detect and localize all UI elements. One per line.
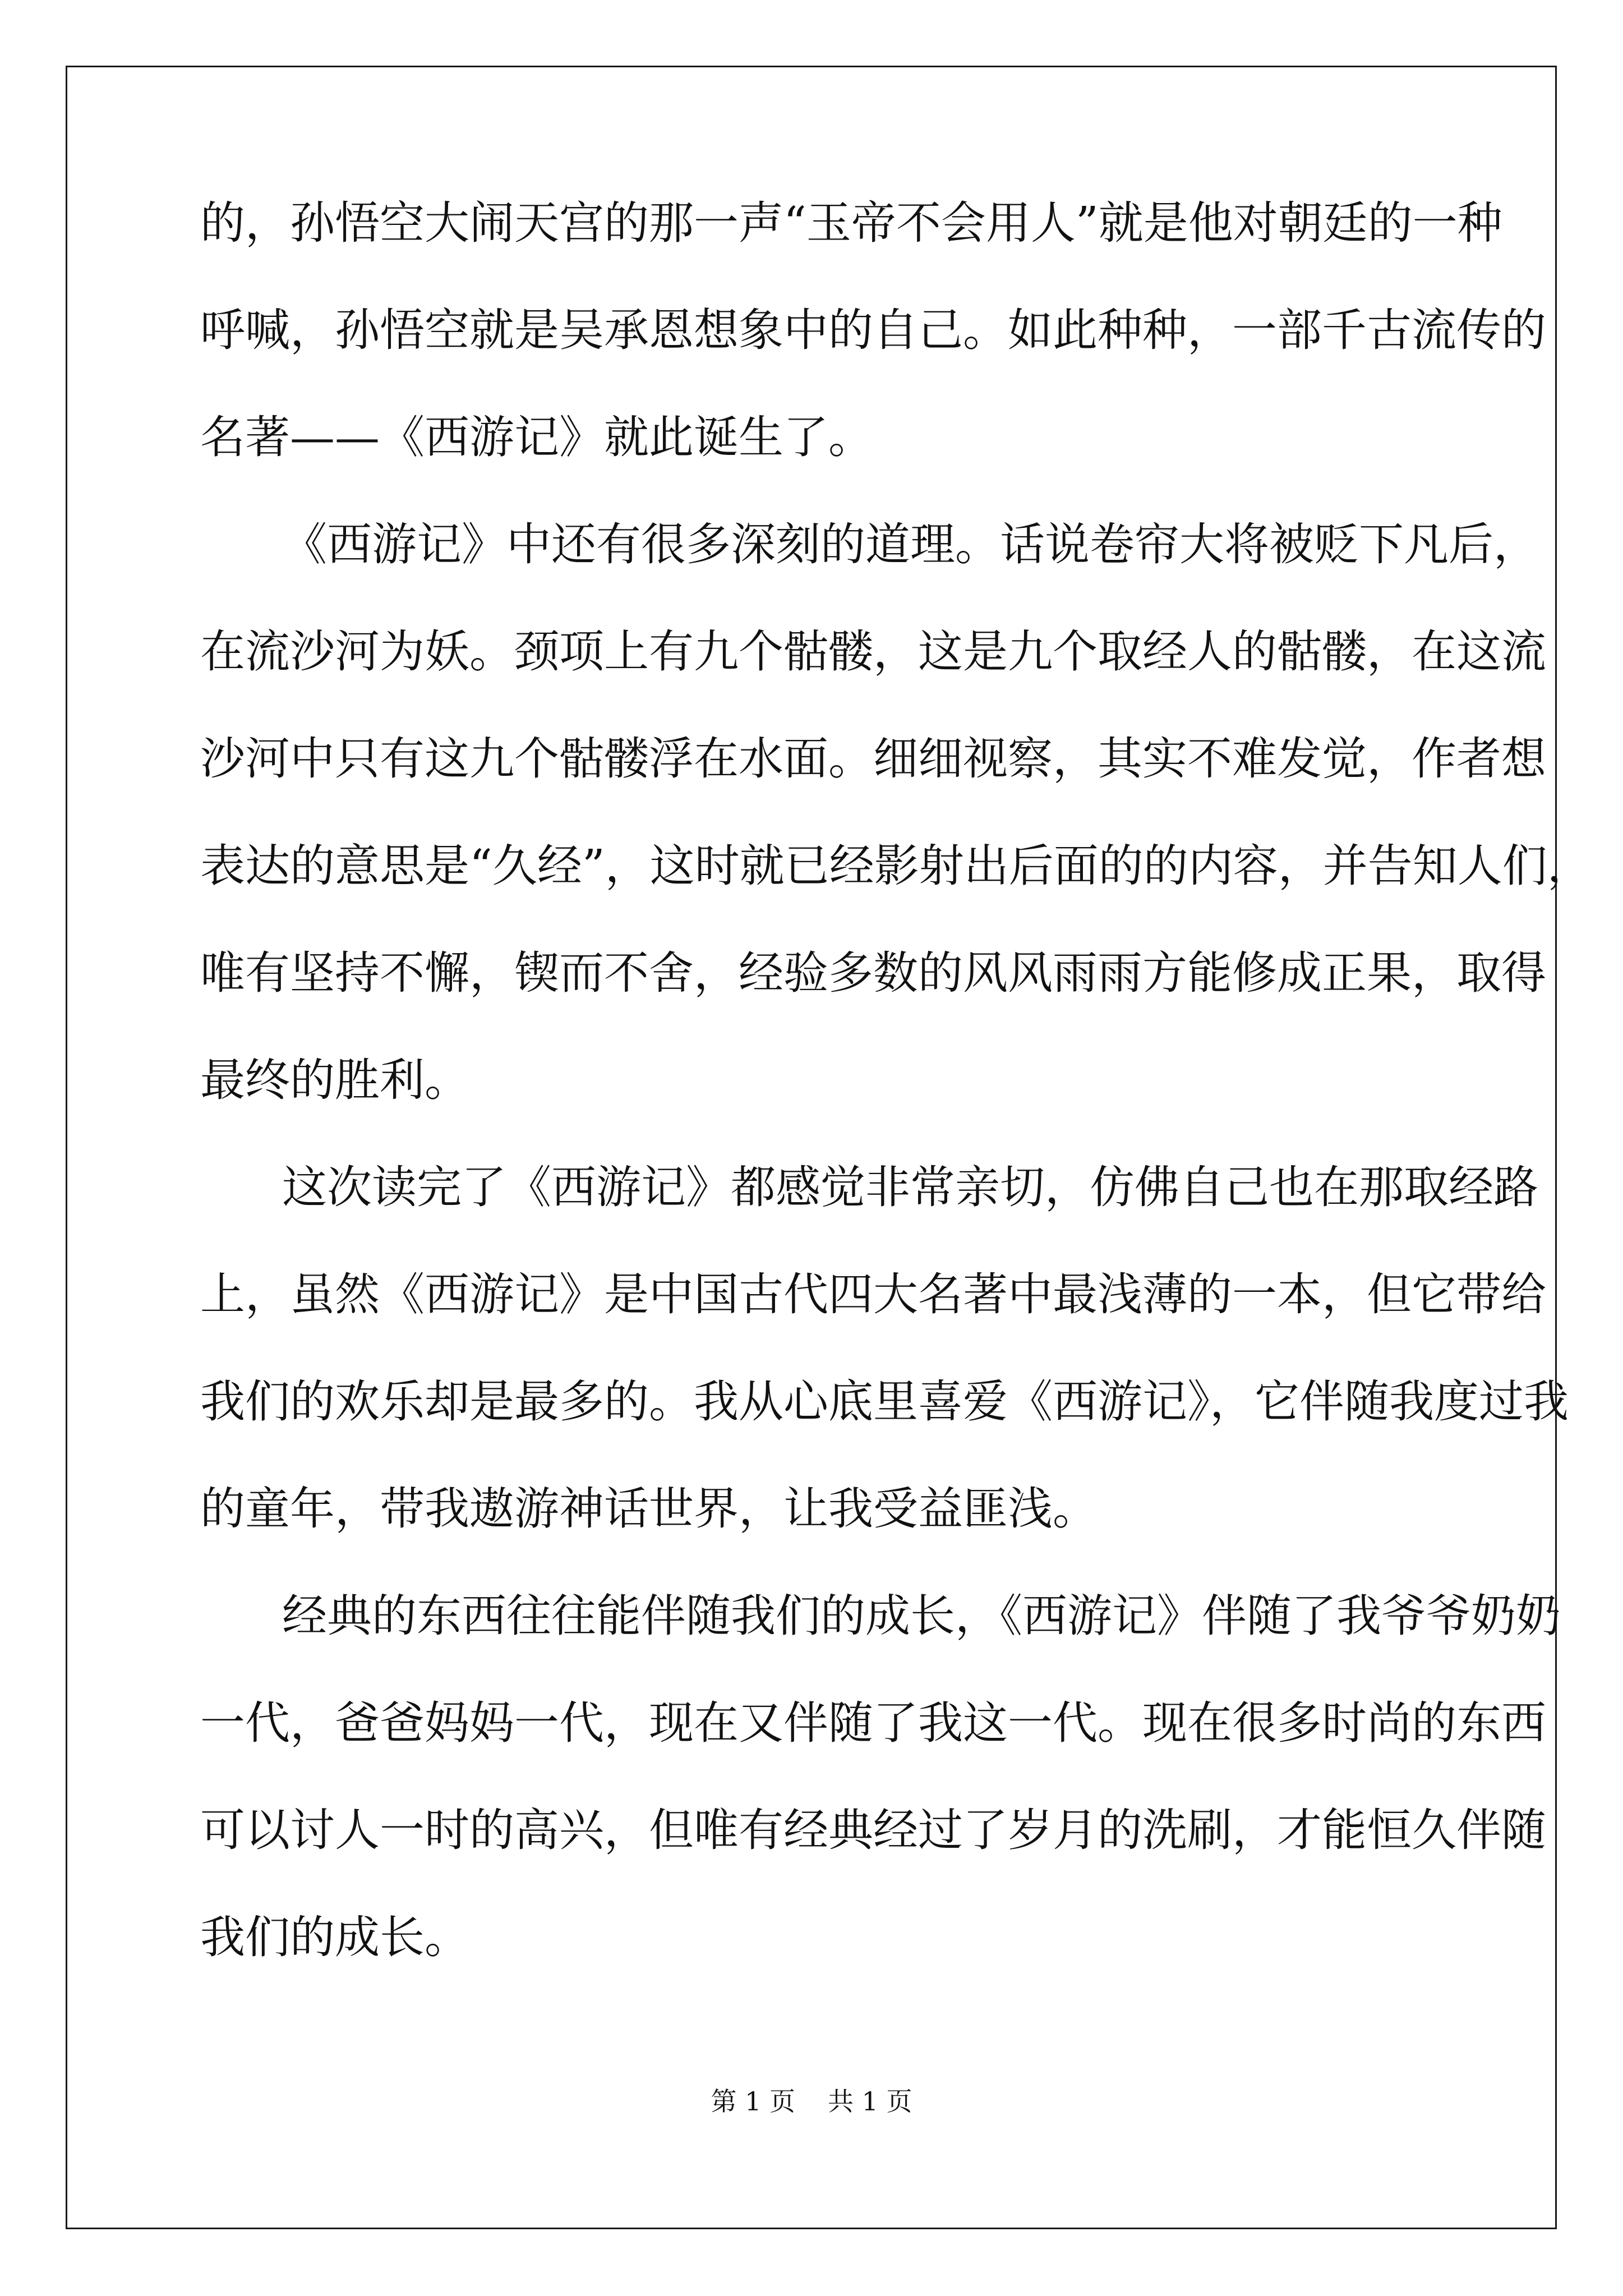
page-footer	[0, 2086, 1623, 2117]
text-line: 上，虽然《西游记》是中国古代四大名著中最浅薄的一本，但它带给	[200, 1268, 1546, 1320]
text-line: 的童年，带我遨游神话世界，让我受益匪浅。	[200, 1483, 1098, 1535]
document-body	[200, 196, 1592, 2018]
text-line: 一代，爸爸妈妈一代，现在又伴随了我这一代。现在很多时尚的东西	[200, 1697, 1546, 1749]
text-line: 名著——《西游记》就此诞生了。	[200, 411, 873, 463]
text-line: 表达的意思是“久经”，这时就已经影射出后面的的内容，并告知人们，	[200, 840, 1592, 892]
text-line: 经典的东西往往能伴随我们的成长，《西游记》伴随了我爷爷奶奶	[282, 1590, 1561, 1642]
text-line: 唯有坚持不懈，锲而不舍，经验多数的风风雨雨方能修成正果，取得	[200, 947, 1546, 999]
page-number: 第 1 页	[711, 2086, 795, 2116]
text-line: 《西游记》中还有很多深刻的道理。话说卷帘大将被贬下凡后，	[282, 518, 1538, 570]
text-line: 可以讨人一时的高兴，但唯有经典经过了岁月的洗刷，才能恒久伴随	[200, 1804, 1546, 1856]
text-line: 沙河中只有这九个骷髅浮在水面。细细视察，其实不难发觉，作者想	[200, 733, 1546, 785]
page-total: 共 1 页	[828, 2086, 912, 2116]
text-line: 最终的胜利。	[200, 1054, 469, 1106]
text-line: 在流沙河为妖。颈项上有九个骷髅，这是九个取经人的骷髅，在这流	[200, 625, 1546, 678]
text-line: 我们的成长。	[200, 1911, 469, 1963]
text-line: 这次读完了《西游记》都感觉非常亲切，仿佛自己也在那取经路	[282, 1161, 1538, 1213]
text-line: 呼喊，孙悟空就是吴承恩想象中的自己。如此种种，一部千古流传的	[200, 304, 1546, 356]
text-line: 的，孙悟空大闹天宫的那一声“玉帝不会用人”就是他对朝廷的一种	[200, 197, 1502, 249]
text-line: 我们的欢乐却是最多的。我从心底里喜爱《西游记》，它伴随我度过我	[200, 1375, 1569, 1428]
